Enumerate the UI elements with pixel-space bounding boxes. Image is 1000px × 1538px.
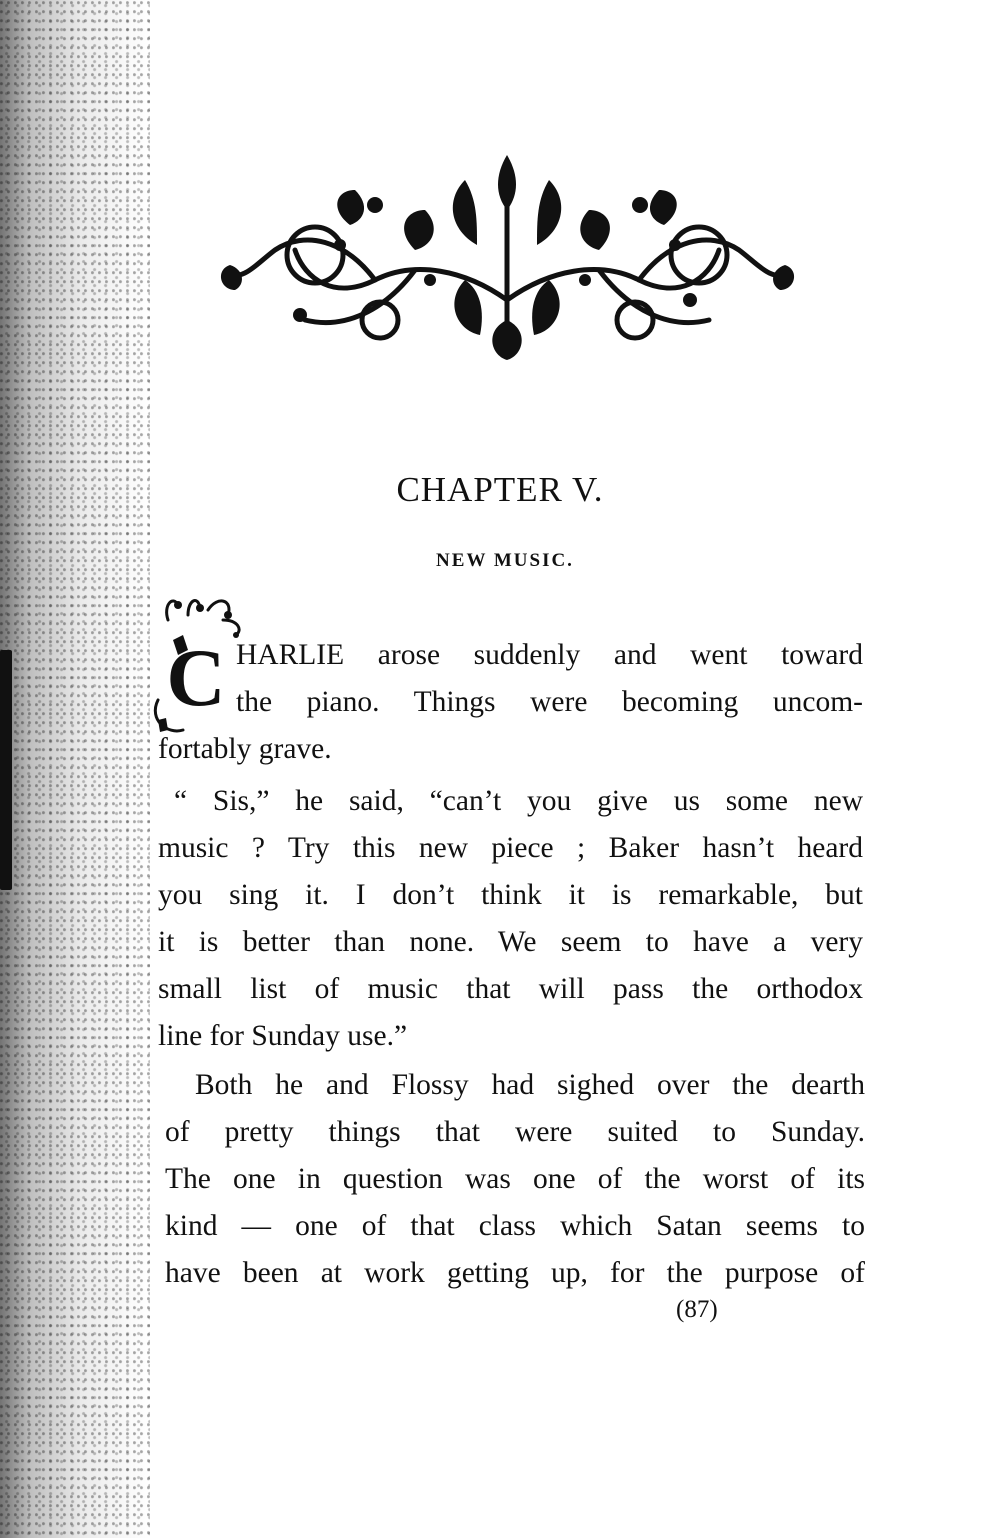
- text-line: Both he and Flossy had sighed over the dearth: [195, 1069, 865, 1101]
- text-line: you sing it. I don’t think it is remarkable, but: [158, 879, 863, 911]
- chapter-subtitle: NEW MUSIC.: [436, 550, 574, 571]
- text-line: it is better than none. We seem to have a very: [158, 926, 863, 958]
- text-line: music ? Try this new piece ; Baker hasn’t heard: [158, 832, 863, 864]
- chapter-title: CHAPTER V.: [396, 470, 604, 509]
- text-line: the piano. Things were becoming uncom-: [236, 686, 863, 718]
- text-line: small list of music that will pass the orthodox: [158, 973, 863, 1005]
- text-line: line for Sunday use.”: [158, 1020, 408, 1052]
- text-line: fortably grave.: [158, 733, 332, 765]
- floral-headpiece-icon: [215, 150, 800, 370]
- paragraph-3: [165, 1062, 865, 1297]
- paragraph-2: [158, 778, 863, 1060]
- scanned-page-edge: [0, 0, 150, 1538]
- paragraph-1: [158, 632, 863, 773]
- text-line: The one in question was one of the worst of its: [165, 1163, 865, 1195]
- page-number: (87): [676, 1296, 718, 1323]
- text-line: “ Sis,” he said, “can’t you give us some new: [174, 785, 863, 817]
- binding-shadow: [0, 650, 12, 890]
- text-line: have been at work getting up, for the purpose of: [165, 1257, 865, 1289]
- text-line: HARLIE arose suddenly and went toward: [236, 639, 863, 671]
- text-line: kind — one of that class which Satan seems to: [165, 1210, 865, 1242]
- initial-letter: C: [166, 632, 226, 723]
- text-line: of pretty things that were suited to Sunday.: [165, 1116, 865, 1148]
